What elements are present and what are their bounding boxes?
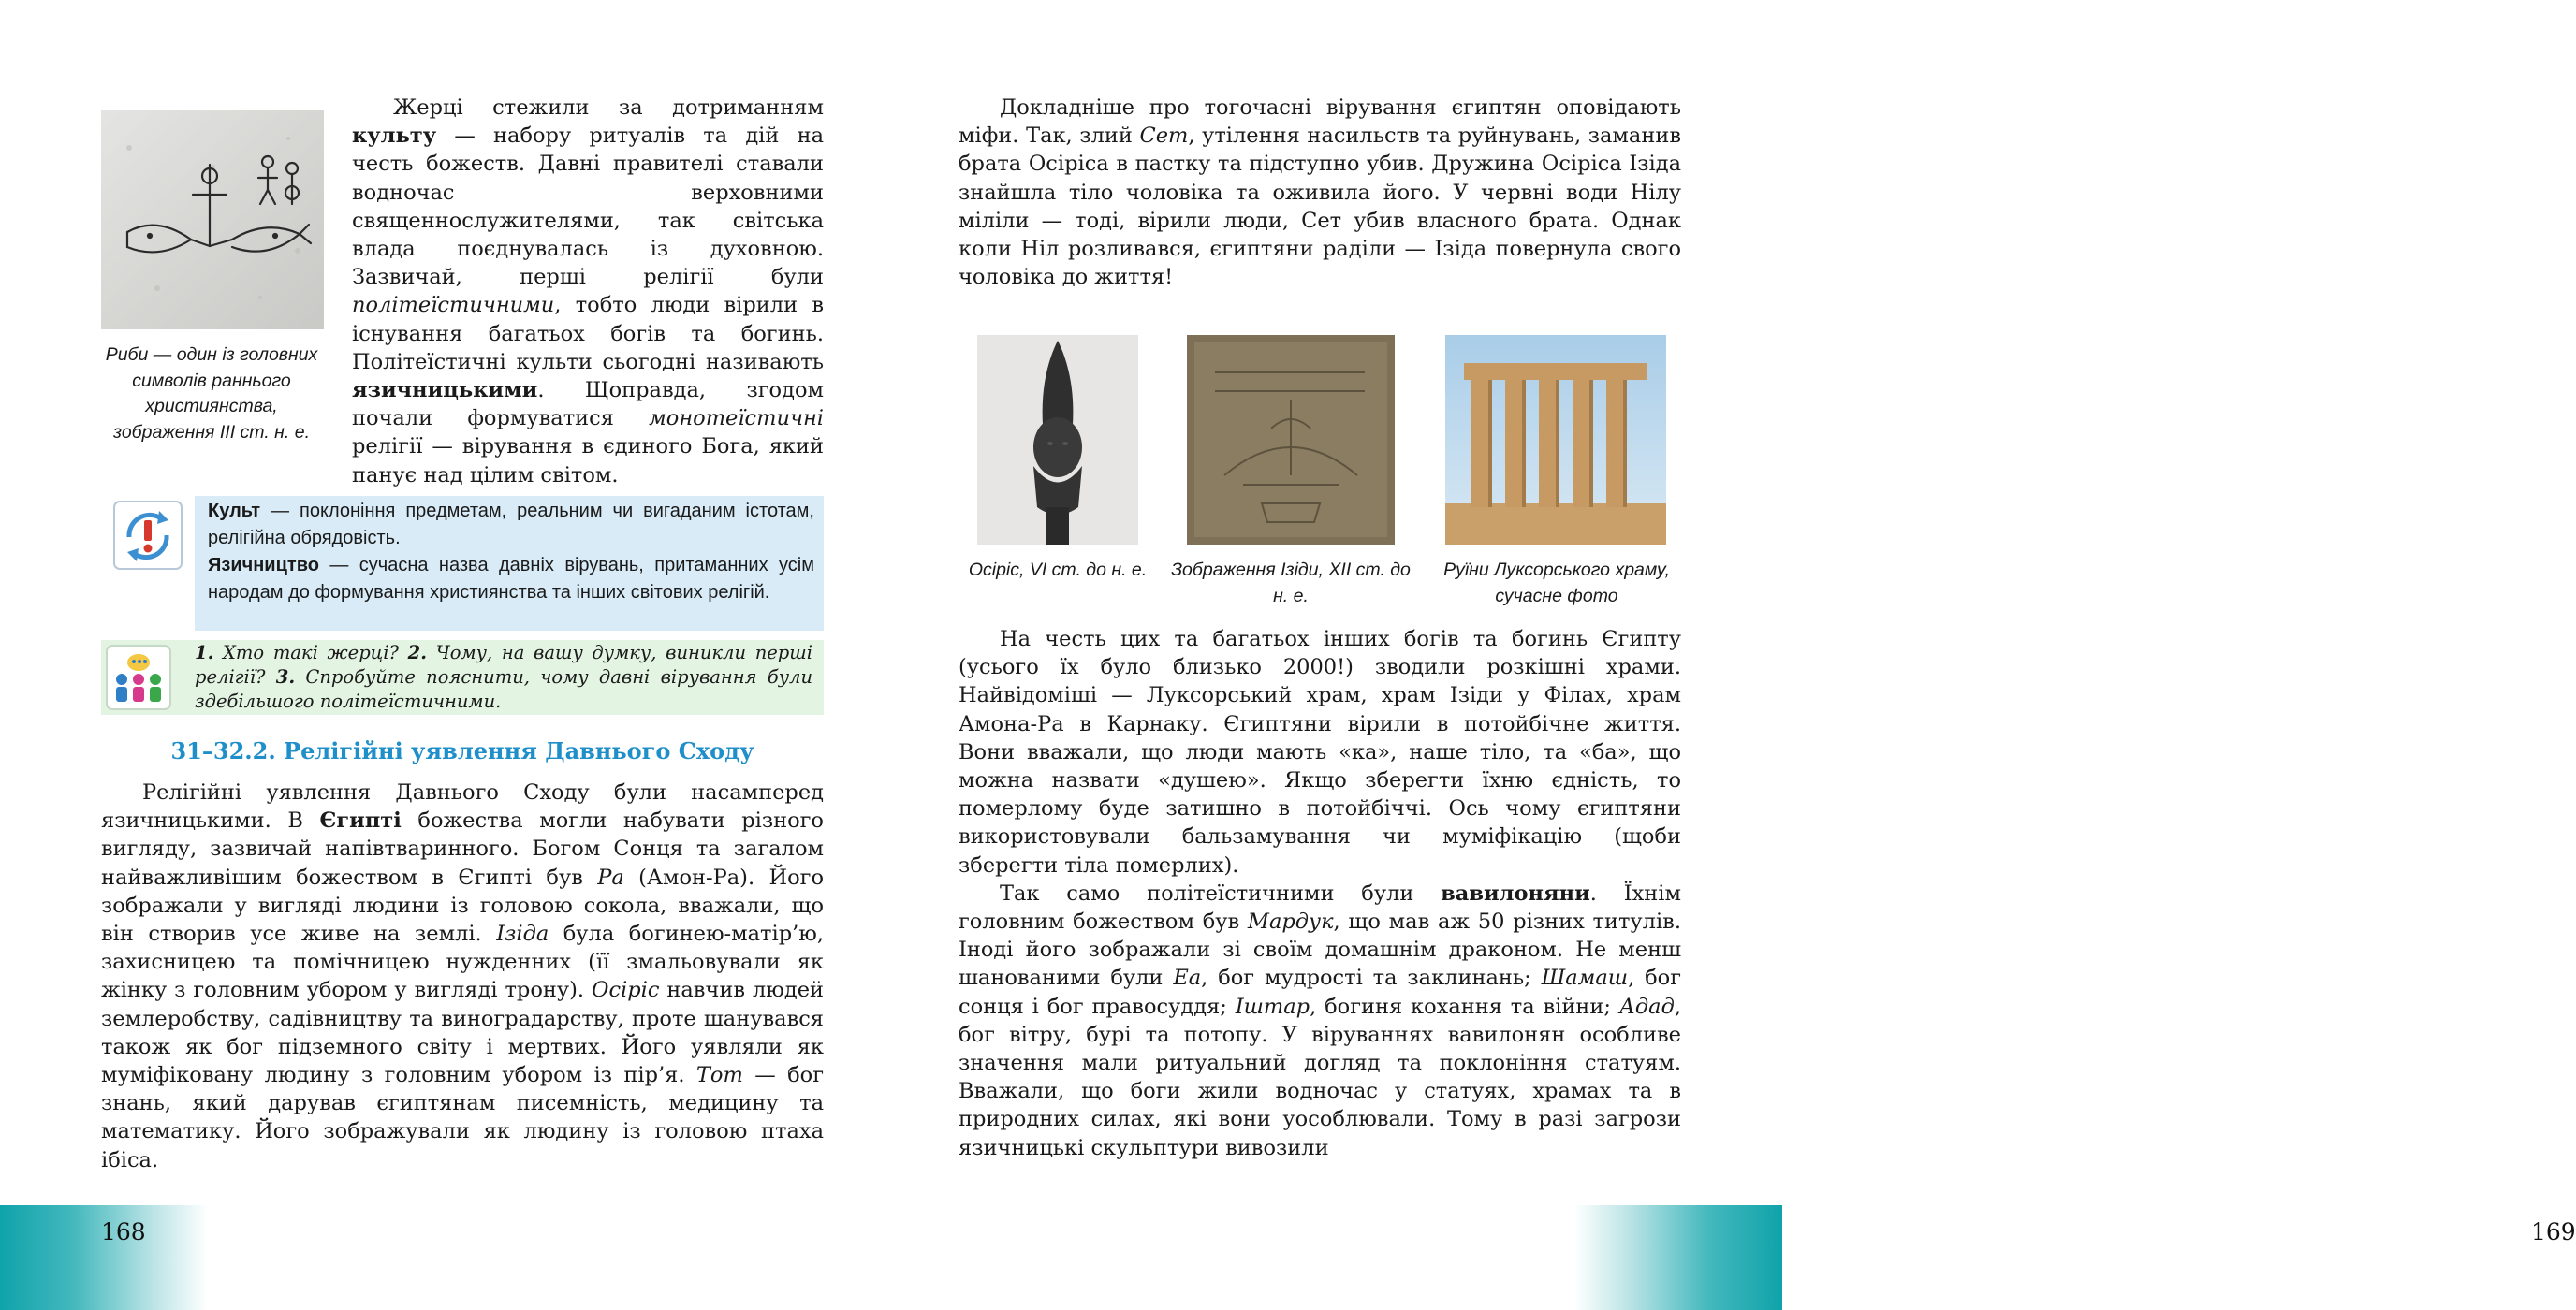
page-corner-band [1574,1205,1782,1310]
questions-text: 1. Хто такі жерці? 2. Чому, на вашу думку, виникли перші релігії? 3. Спробуйте пояснити, чому давні вірування були здебільшого політеїстичними. [195,642,813,712]
paragraph-cult: Жерці стежили за дотриманням культу — набору ритуалів та дій на честь божеств. Давні правителі ставали водночас верховними священнослужителями, так світська влада поєднувалась із духовною. Зазвичай, перші релігії були політеїстичними, тобто люди вірили в існування багатьох богів та богинь. Політеїстичні культи сьогодні називають язичницькими. Щоправда, згодом почали формуватися монотеїстичні релігії — вірування в єдиного Бога, який панує над цілим світом. [352,95,824,488]
section-heading: 31–32.2. Релігійні уявлення Давнього Сходу [170,737,754,764]
osiris-caption: Осіріс, VI ст. до н. е. [968,560,1148,580]
paragraph-temples: На честь цих та багатьох інших богів та богинь Єгипту (усього їх було близько 2000!) зводили розкішні храми. Найвідоміші — Луксорський храм, храм Ізіди у Філах, храм Амона-Ра в Карнаку. Єгиптяни вірили в потойбічне життя. Вони вважали, що люди мають «ка», наше тіло, та «ба», що можна назвати «душею». Якщо зберегти їхню єдність, то померлому буде затишно в потойбіччі. Ось чому єгиптяни використовували бальзамування чи муміфікацію (щоби зберегти тіла померлих). [959,627,1681,878]
page-number: 169 [2531,1218,2576,1245]
fish-symbol-photo [101,110,324,329]
isis-relief-photo [1187,335,1395,545]
people-discussion-icon [105,644,172,711]
paragraph-myths: Докладніше про тогочасні вірування єгиптян оповідають міфи. Так, злий Сет, утілення насильств та руйнувань, заманив брата Осіріса в пастку та підступно убив. Дружина Осіріса Ізіда знайшла тіло чоловіка та оживила його. У червні води Нілу міліли — тоді, вірили люди, Сет убив власного брата. Однак коли Ніл розливався, єгиптяни раділи — Ізіда повернула свого чоловіка до життя! [959,95,1681,290]
exclamation-cycle-icon [112,500,183,571]
definition-cult: Культ — поклоніння предметам, реальним чи вигаданим істотам, релігійна обрядовість. [208,501,814,548]
luxor-caption: Руїни Луксорського храму, сучасне фото [1443,560,1670,606]
definitions-text [208,498,814,606]
paragraph-egypt-gods: Релігійні уявлення Давнього Сходу були насамперед язичницькими. В Єгипті божества могли набувати різного вигляду, зазвичай напівтваринного. Богом Сонця та загалом найважливішим божеством в Єгипті був Ра (Амон-Ра). Його зображали у вигляді людини із головою сокола, вважали, що він створив усе живе на землі. Ізіда була богинею-матір’ю, захисницею та помічницею нужденних (її змальовували як жінку з головним убором у вигляді трону). Осіріс навчив людей землеробству, садівництву та виноградарству, проте шанувався також як бог підземного світу і мертвих. Його уявляли як муміфіковану людину з головним убором із пір’я. Тот — бог знань, який дарував єгиптянам писемність, медицину та математику. Його зображували як людину із головою птаха ібіса. [101,780,825,1172]
isis-caption: Зображення Ізіди, XII ст. до н. е. [1171,560,1411,606]
right-page [891,0,2576,1310]
left-page [0,0,891,1310]
definition-paganism: Язичництво — сучасна назва давніх вірувань, притаманних усім народам до формування християнства та інших світових релігій. [208,555,814,603]
osiris-statue-photo [977,335,1138,545]
right-text-block [959,625,1681,1162]
luxor-temple-photo [1445,335,1666,545]
page-number: 168 [101,1218,146,1245]
fish-image-caption: Риби — один із головних символів раннього християнства, зображення III ст. н. е. [105,344,318,443]
paragraph-babylon: Так само політеїстичними були вавилоняни. Їхнім головним божеством був Мардук, що мав аж 50 різних титулів. Іноді його зображали зі своїм домашнім драконом. Не менш шанованими були Еа, бог мудрості та заклинань; Шамаш, бог сонця і бог правосуддя; Іштар, богиня кохання та війни; Адад, бог вітру, бурі та потопу. У віруваннях вавилонян особливе значення мали ритуальний догляд та поклоніння статуям. Вважали, що боги жили водночас у статуях, храмах та в природних силах, які вони уособлювали. Тому в разі загрози язичницькі скульптури вивозили [959,881,1682,1160]
